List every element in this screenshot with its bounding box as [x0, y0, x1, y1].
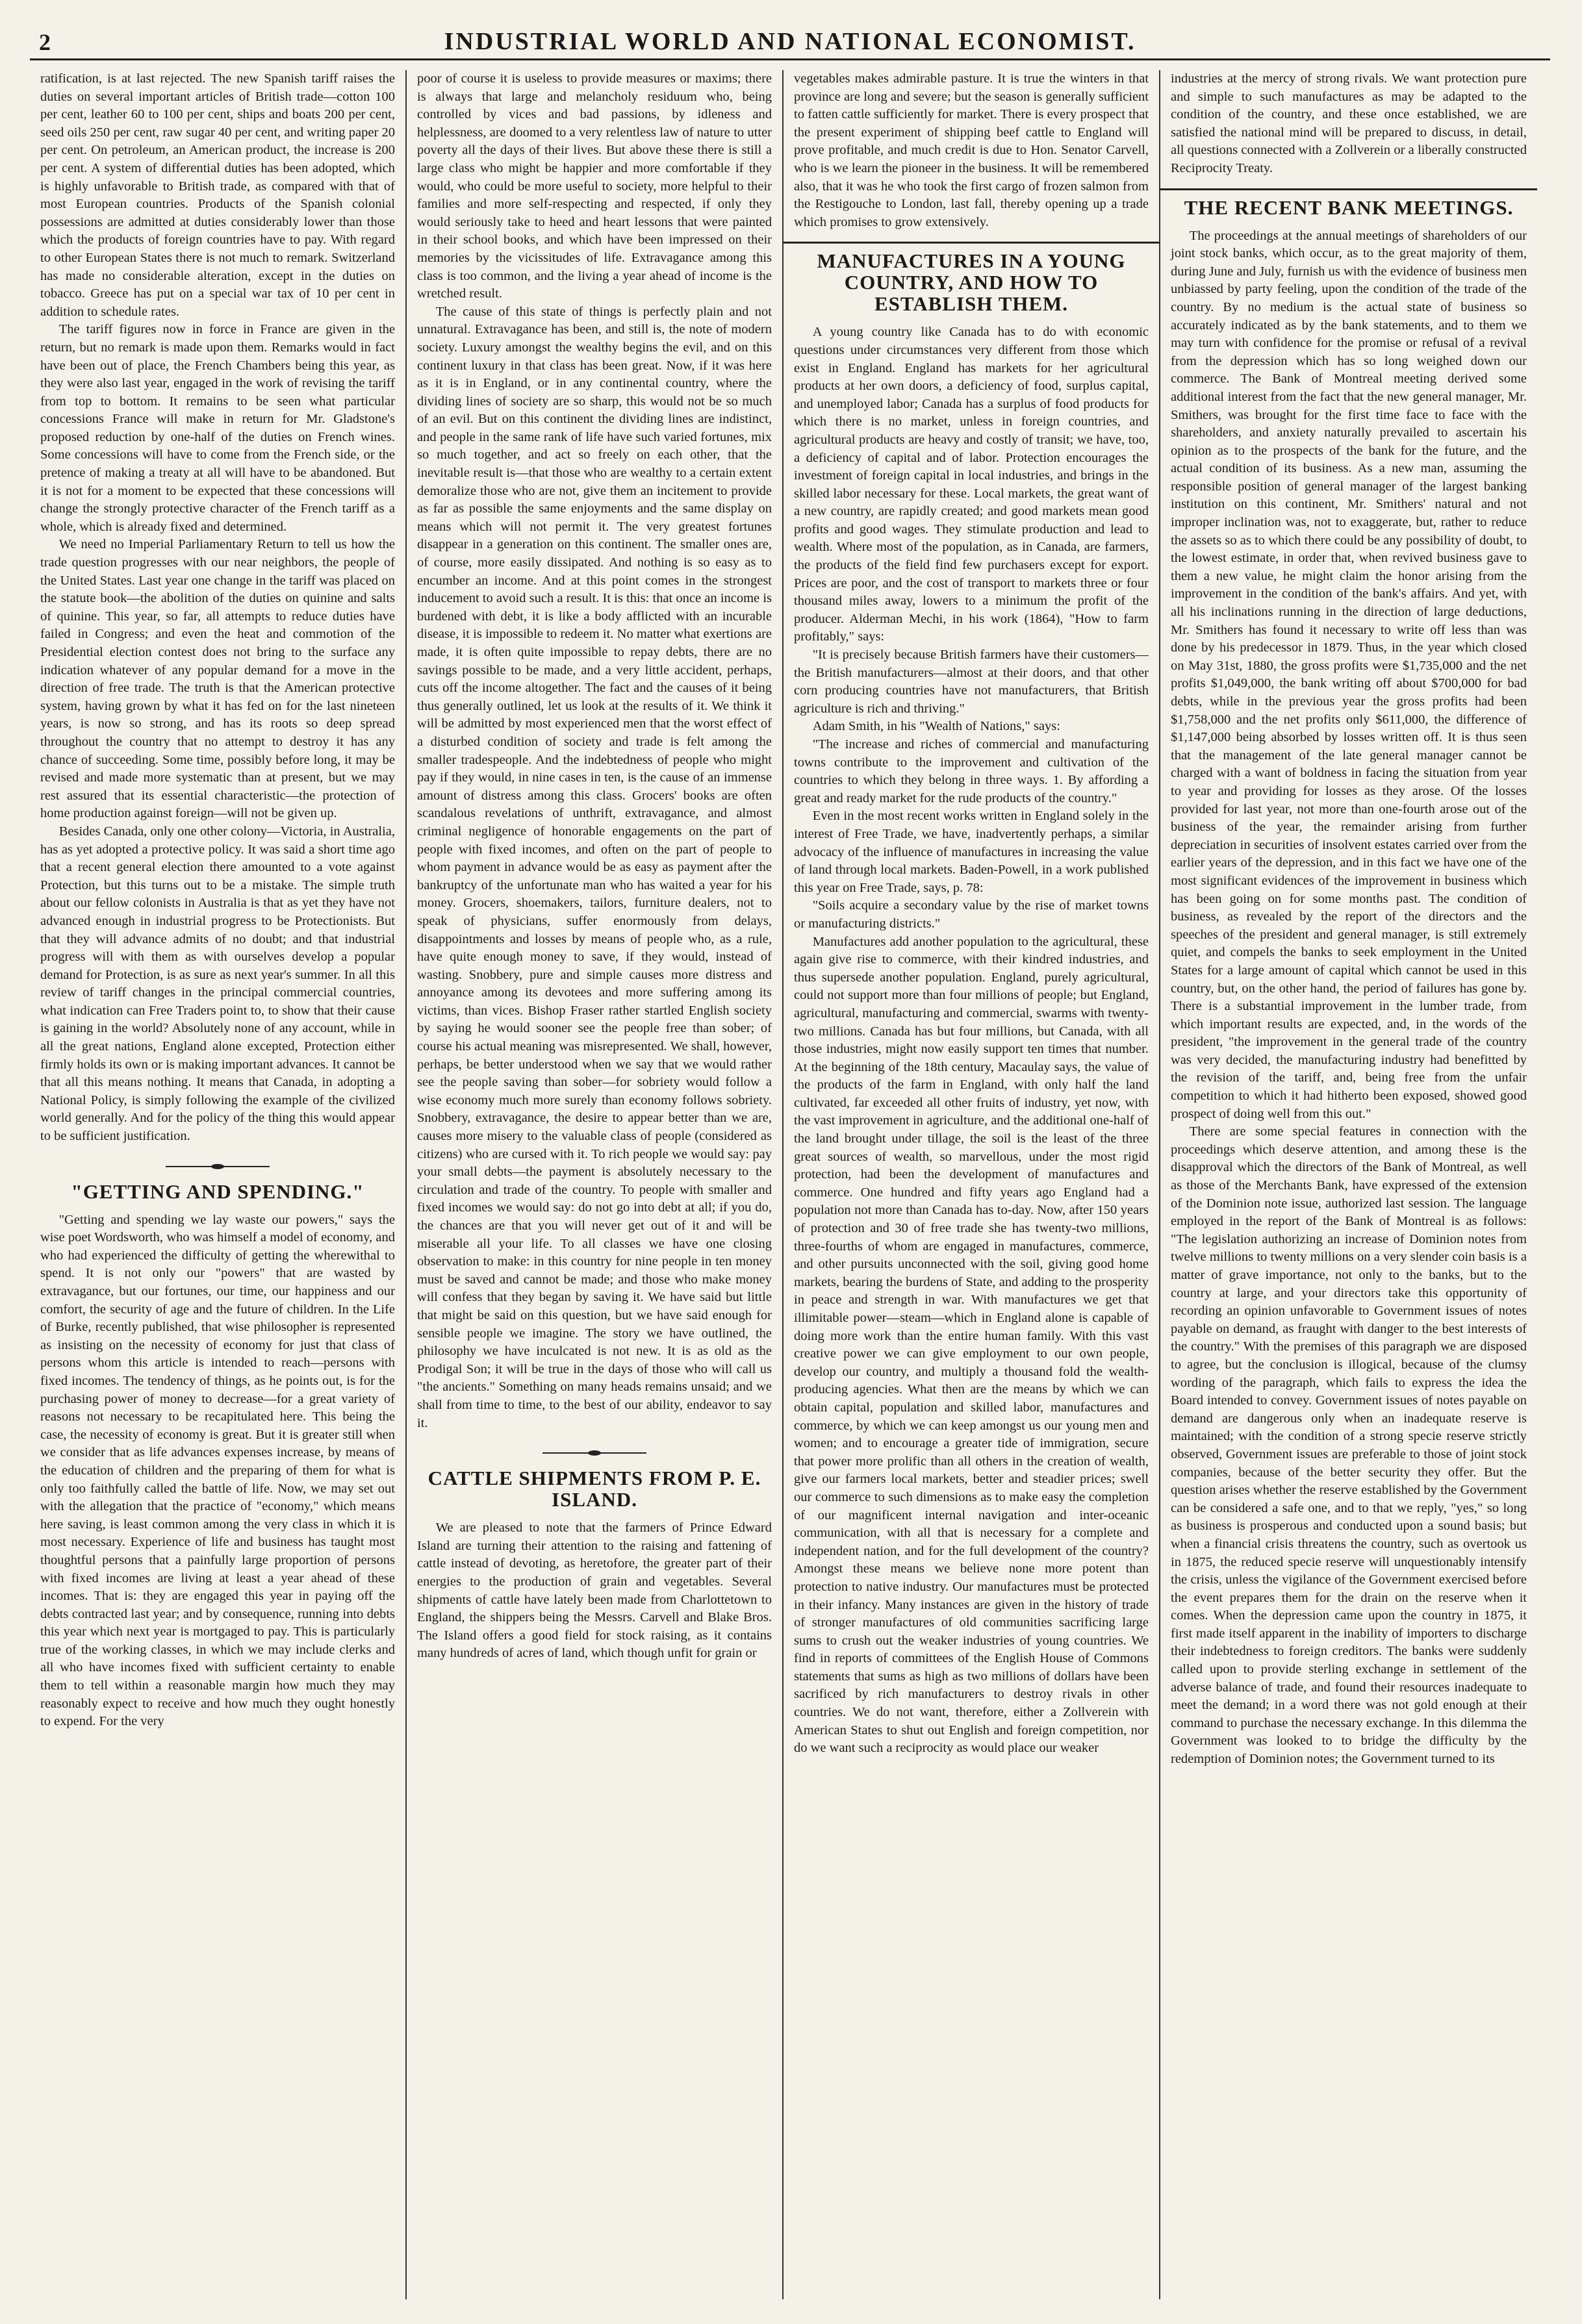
headline-manufactures: MANUFACTURES IN A YOUNG COUNTRY, AND HOW TO ESTABLISH THEM.: [817, 249, 1126, 316]
column-3: [784, 70, 1160, 2299]
article-paragraph: We need no Imperial Parliamentary Return to tell us how the trade question progresses with our near neighbors, the people of the United States. Last year one change in the tariff was placed on the statute book—the abolition of the duties on quinine and salts of quinine. This year, so far, all attempts to reduce duties have failed in Congress; and even the heat and commotion of the Presidential election contest does not bring to the surface any indication whatever of any popular demand for a move in the direction of free trade. The truth is that the American protective system, having grown by what it has fed on for the last nineteen years, is now so strong, and has its roots so deep spread throughout the country that no attempt to destroy it has any chance of succeeding. Some time, possibly before long, it may be revised and made more systematic than at present, but we may rest assured that its essential characteristic—the protection of home production against foreign—will not be given up.: [40, 537, 395, 821]
quotation-paragraph: "It is precisely because British farmers have their customers—the British manufacturers—almost at their doors, and that other corn producing countries have not manufacturers, that British agriculture is rich and thriving.": [794, 648, 1149, 716]
article-paragraph: We are pleased to note that the farmers of Prince Edward Island are turning their attention to the raising and fattening of cattle instead of devoting, as heretofore, the greater part of their energies to the production of grain and vegetables. Several shipments of cattle have lately been made from Charlottetown to England, the shippers being the Messrs. Carvell and Blake Bros. The Island offers a good field for stock raising, as it contains many hundreds of acres of land, which though unfit for grain or: [417, 1521, 772, 1661]
column-1: [30, 70, 407, 2299]
quotation-paragraph: "The increase and riches of commercial and manufacturing towns contribute to the improvement and cultivation of the countries to which they belong in three ways. 1. By affording a great and ready market for the rude products of the country.": [794, 737, 1149, 805]
column-grid: [30, 70, 1550, 2299]
column-4: [1160, 70, 1537, 2299]
article-paragraph: Besides Canada, only one other colony—Victoria, in Australia, has as yet adopted a protective policy. It was said a short time ago that a recent general election there amounted to a vote against Protection, but this turns out to be a mistake. The simple truth about our fellow colonists in Australia is that as yet they have not advanced enough in industrial progress to be Protectionists. But that they will advance admits of no doubt; and that industrial progress will with them as with ourselves develop a popular demand for Protection, is as sure as next year's summer. In all this review of tariff changes in the principal commercial countries, what indication can Free Traders point to, to show that their cause is gaining in the world? Absolutely none of any account, while in all the great nations, England alone excepted, Protection either firmly holds its own or is making important advances. It cannot be that all this means nothing. It means that Canada, in adopting a National Policy, is simply following the example of the civilized world generally. And for the policy of the thing this would appear to be sufficient justification.: [40, 824, 395, 1144]
article-paragraph: "Getting and spending we lay waste our powers," says the wise poet Wordsworth, who was himself a model of economy, and who had experienced the difficulty of getting the wherewithal to spend. It is not only our "powers" that are wasted by extravagance, but our fortunes, our time, our happiness and our comfort, the security of age and the future of children. In the Life of Burke, recently published, that wise philosopher is represented as insisting on the necessity of economy for just that class of persons whom this article is intended to reach—persons with fixed incomes. The tendency of things, as he points out, is for the purchasing power of money to decrease—for a great variety of reasons not necessary to be recapitulated here. This being the case, the necessity of economy is great. But it is greater still when we consider that as life advances expenses increase, by means of the education of children and the preparing of them for what is only too faithfully called the battle of life. Now, we may set out with the allegation that the practice of "economy," which means here saving, is least common among the very class in which it is most necessary. Experience of life and business has taught most thoughtful persons that a painfully large proportion of persons with fixed incomes are living at least a year ahead of these incomes. That is: they are engaged this year in paying off the debts contracted last year; and by consequence, running into debts this year which next year is mortgaged to pay. This is particularly true of the working classes, in which we may include clerks and all who have incomes fixed with sufficient certainty to enable them to tell within a reasonable margin how much they may reasonably expect to receive and how much they ought honestly to expend. For the very: [40, 1212, 395, 1729]
quotation-paragraph: "Soils acquire a secondary value by the rise of market towns or manufacturing districts.": [794, 898, 1149, 931]
section-rule: [1160, 188, 1537, 190]
section-rule: [784, 242, 1159, 244]
headline-getting-and-spending: "GETTING AND SPENDING.": [71, 1180, 364, 1203]
article-paragraph: poor of course it is useless to provide measures or maxims; there is always that large and melancholy residuum who, being controlled by vices and bad passions, by idleness and helplessness, are doomed to a very relentless law of nature to utter poverty all the days of their lives. But above these there is still a large class who might be happier and more comfortable if they would, who could be more useful to society, more helpful to their families and more self-respecting and respected, if only they would seriously take to heed and heart lessons that were painted in their school books, and which have been impressed on their memories by the vicissitudes of life. Extravagance among this class is too common, and the living a year ahead of income is the wretched result.: [417, 71, 772, 301]
article-paragraph: The proceedings at the annual meetings of shareholders of our joint stock banks, which occur, as to the great majority of them, during June and July, furnish us with the evidence of business men unbiassed by party feeling, upon the condition of the trade of the country. By no medium is the actual state of business so accurately indicated as by the bank statements, and to them we may turn with confidence for the promise or refusal of a revival from the depression which has so long weighed down our commerce. The Bank of Montreal meeting derived some additional interest from the fact that the new general manager, Mr. Smithers, was brought for the first time face to face with the shareholders, and anxiety naturally prevailed to ascertain his opinion as to the prospects of the bank for the future, and the actual condition of its business. As a new man, assuming the responsible position of general manager of the largest banking institution on this continent, Mr. Smithers' natural and not improper inclination was, not to exaggerate, but, rather to reduce the assets so as to which there could be any possibility of doubt, to the lowest estimate, in order that, when revived business gave to them a new value, he might claim the honor arising from the improvement in the condition of the bank's affairs. And yet, with all his inclinations running in the direction of large deductions, Mr. Smithers has found it necessary to write off less than was done by his predecessor in 1879. Thus, in the year which closed on May 31st, 1880, the gross profits were $1,735,000 and the net profits $1,049,000, the bank writing off about $700,000 for bad debts, while in the previous year the gross profits had been $1,758,000 and the net profits only $611,000, the difference of $1,147,000 being absorbed by losses written off. It is thus seen that the management of the late general manager cannot be charged with a want of boldness in facing the situation from year to year and providing for losses as they arose. Of the losses provided for last year, not more than one-fourth arose out of the business of the year, the remainder arising from further depreciation in securities of insolvent estates carried over from the earlier years of the depression, and in this fact we have one of the most significant evidences of the improvement in business which has been going on for some months past. The condition of business, as revealed by the report of the directors and the speeches of the president and general manager, is still extremely quiet, and compels the banks to seek employment in the United States for a large amount of capital which cannot be used in this country, but, on the other hand, the period of failures has gone by. There is a substantial improvement in the lumber trade, from which important results are expected, and, in the words of the president, "the improvement in the general trade of the country was very decided, the manufacturing industry had benefitted by the revision of the tariff, and, being free from the unfair competition to which it had hitherto been exposed, showed good prospect of doing well from this out.": [1171, 228, 1527, 1121]
section-divider: [166, 1163, 270, 1170]
article-paragraph: ratification, is at last rejected. The new Spanish tariff raises the duties on several important articles of British trade—cotton 100 per cent, leather 60 to 100 per cent, ships and boats 200 per cent, seed oils 250 per cent, raw sugar 40 per cent, and writing paper 20 per cent. On petroleum, an American product, the increase is 200 per cent. A system of differential duties has been adopted, which is highly unfavorable to British trade, as compared with that of most European countries. Products of the Spanish colonial possessions are admitted at duties considerably lower than those which the products of foreign countries have to pay. With regard to other European States there is not much to remark. Switzerland has made no considerable alteration, except in the duties on tobacco. Greece has put on a special war tax of 10 per cent in addition to schedule rates.: [40, 71, 395, 319]
newspaper-page: [30, 26, 1550, 2299]
article-paragraph: A young country like Canada has to do with economic questions under circumstances very different from those which exist in England. England has markets for her agricultural products at her own doors, a deficiency of food, surplus capital, and unemployed labor; Canada has a surplus of food products for which there is no market, unless in foreign countries, and agricultural products are heavy and costly of transit; we have, too, a deficiency of capital and of labor. Protection encourages the investment of foreign capital in local industries, and brings in the skilled labor necessary for these. Local markets, the great want of a new country, are rapidly created; and good markets mean good profits and good wages. They stimulate production and lead to wealth. Where most of the population, as in Canada, are farmers, the products of the field find few purchasers except for export. Prices are poor, and the cost of transport to markets three or four thousand miles away, lowers to a minimum the profit of the producer. Alderman Mechi, in his work (1864), "How to farm profitably," says:: [794, 325, 1149, 644]
article-paragraph: Manufactures add another population to the agricultural, these again give rise to commerce, with their kindred industries, and thus supersede another population. England, purely agricultural, could not support more than four millions of people; but England, agricultural, manufacturing and commercial, swarms with twenty-two millions. Canada has but four millions, but Canada, with all those industries, might now easily support ten times that number. At the beginning of the 18th century, Macaulay says, the value of the products of the farm in England, with only half the land cultivated, far exceeded all other fruits of industry, yet now, with the vast improvement in agriculture, and the additional one-half of the land brought under tillage, the soil is the least of the three great sources of wealth, so marvellous, under the most rigid protection, had been the development of manufactures and commerce. One hundred and fifty years ago England had a population not more than Canada has to-day. Now, after 150 years of protection and 30 of free trade she has twenty-two millions, three-fourths of whom are engaged in manufactures, commerce, and other pursuits unconnected with the soil, giving good home markets, bearing the burdens of State, and adding to the prosperity in peace and strength in war. With manufactures we get that illimitable power—steam—which in England alone is capable of doing more work than the entire human family. With this vast creative power we can give employment to our own people, develop our country, and multiply a thousand fold the wealth-producing agencies. What then are the means by which we can obtain capital, population and skilled labor, manufactures and commerce, by which we can keep amongst us our young men and women; and to encourage a greater tide of immigration, secure that power more prolific than all others in the creation of wealth, give our farmers local markets, better and steadier prices; swell our commerce to such dimensions as to make easy the completion of our magnificent internal navigation and inter-oceanic communication, with all that is necessary for a complete and independent nation, and for the full development of the country? Amongst these means we believe none more potent than protection to native industry. Our manufactures must be protected in their infancy. Many instances are given in the history of trade of stronger manufactures of old communities sacrificing large sums to crush out the weaker industries of young countries. We find in reports of committees of the English House of Commons statements that sums as high as two millions of dollars have been sacrificed by rich manufacturers to destroy rivals in other countries. We do not want, therefore, either a Zollverein with American States to shut out English and foreign competition, nor do we want such a reciprocity as would place our weaker: [794, 934, 1149, 1756]
column-2: [407, 70, 784, 2299]
article-paragraph: Adam Smith, in his "Wealth of Nations," says:: [812, 719, 1060, 734]
headline-cattle-shipments: CATTLE SHIPMENTS FROM P. E. ISLAND.: [427, 1467, 761, 1511]
article-paragraph: The cause of this state of things is perfectly plain and not unnatural. Extravagance has been, and still is, the note of modern society. Luxury amongst the wealthy begins the evil, and on this continent luxury in that class has been great. Now, if it was here as it is in England, or in any continental country, where the dividing lines of society are so sharp, this would not be so much of an evil. But on this continent the dividing lines are indistinct, and people in the same rank of life have such varied fortunes, mix so much together, and act so freely on each other, that the inevitable result is—that those who are wealthy to a certain extent demoralize those who are not, give them an incitement to provide as far as possible the same enjoyments and the same display on means which will not permit it. The very greatest fortunes disappear in a generation on this continent. The smaller ones are, of course, more easily dissipated. And nothing is so easy as to encumber an income. And at this point comes in the strongest inducement to avoid such a result. It is this: that once an income is burdened with debt, it is like a body afflicted with an incurable disease, it is impossible to redeem it. No matter what exertions are made, it is often quite impossible to repay debts, there are no savings possible to be made, and a very little accident, perhaps, cuts off the income altogether. The fact and the causes of it being thus generally outlined, let us look at the results of it. We think it will be admitted by most experienced men that the worst effect of a disturbed condition of society and trade is felt among the smaller tradespeople. And the indebtedness of people who might pay if they would, in nine cases in ten, is the cause of an immense amount of distress among this class. Grocers' books are often scandalous revelations of unthrift, extravagance, and almost criminal negligence of honorable engagements on the part of people with fixed incomes, and often on the part of people to whom payment in advance would be as easy as payment after the bankruptcy of the unfortunate man who has waited a year for his money. Grocers, shoemakers, tailors, furniture dealers, not to speak of physicians, suffer enormously from delays, disappointments and losses by means of people who, as a rule, have quite enough money to save, if they would, instead of wasting. Snobbery, pure and simple causes more distress and annoyance among its devotees and more suffering among its victims, than vices. Bishop Fraser rather startled English society by saying he would sooner see the people free than sober; of course his actual meaning was misrepresented. We shall, however, perhaps, be better understood when we say that we would rather see the people saving than sober—for sobriety would follow a wise economy much more surely than economy follows sobriety. Snobbery, extravagance, the desire to appear better than we are, causes more misery to the valuable class of people (considered as citizens) who are cursed with it. To rich people we would say: pay your small debts—the payment is absolutely necessary to the circulation and trade of the country. To people with smaller and fixed incomes we would say: do not go into debt at all; if you do, the chances are that you will never get out of it and will be miserable all your life. To all classes we have one closing observation to make: in this country for nine people in ten money must be saved and cannot be made; and those who make money will confess that they began by saving it. We have said but little that might be said on this question, but we have said enough for sensible people we imagine. The story we have outlined, the philosophy we have inculcated is not new. It is as old as the Prodigal Son; it will be true in the days of those who will call us "the ancients." Something on many heads remains unsaid; and we shall from time to time, to the best of our ability, endeavor to say it.: [417, 304, 772, 1430]
article-paragraph: Even in the most recent works written in England solely in the interest of Free Trade, we have, inadvertently perhaps, a similar advocacy of the influence of manufactures in increasing the value of land through local markets. Baden-Powell, in a work published this year on Free Trade, says, p. 78:: [794, 809, 1149, 895]
headline-recent-bank-meetings: THE RECENT BANK MEETINGS.: [1184, 196, 1514, 219]
article-paragraph: industries at the mercy of strong rivals. We want protection pure and simple to such manufactures as may be adapted to the condition of the country, and these once established, we are satisfied the national mind will be prepared to discuss, in detail, all questions connected with a Zollverein or a liberally constructed Reciprocity Treaty.: [1171, 71, 1527, 175]
running-head: [30, 26, 1550, 60]
article-paragraph: The tariff figures now in force in France are given in the return, but no remark is made upon them. Remarks would in fact have been out of place, the French Chambers being this year, as they were also last year, engaged in the work of revising the tariff from top to bottom. It remains to be seen what particular concessions France will make in return for Mr. Gladstone's proposed reduction by one-half of the duties on French wines. Some concessions will have to come from the French side, or the pretence of making a treaty at all will have to be abandoned. But it is not for a moment to be expected that these concessions will change the strongly protective character of the French tariff as a whole, which is already fixed and determined.: [40, 322, 395, 534]
section-divider: [542, 1449, 646, 1457]
page-number: 2: [39, 29, 51, 55]
article-paragraph: vegetables makes admirable pasture. It is true the winters in that province are long and severe; but the season is generally sufficient to fatten cattle sufficiently for market. There is every prospect that the present experiment of shipping beef cattle to England will prove profitable, and much credit is due to Hon. Senator Carvell, who is we learn the pioneer in the business. It will be remembered also, that it was he who took the first cargo of frozen salmon from the Restigouche to London, last fall, thereby opening up a trade which promises to grow extensively.: [794, 71, 1149, 229]
newspaper-title: INDUSTRIAL WORLD AND NATIONAL ECONOMIST.: [444, 28, 1136, 55]
article-paragraph: There are some special features in connection with the proceedings which deserve attention, and among these is the disapproval which the directors of the Bank of Montreal, as well as those of the Merchants Bank, have expressed of the extension of the Dominion note issue, authorized last session. The language employed in the report of the Bank of Montreal is as follows: "The legislation authorizing an increase of Dominion notes from twelve millions to twenty millions on a very slender coin basis is a matter of grave importance, not only to the banks, but to the country at large, and your directors take this opportunity of recording an opinion unfavorable to Government issues of notes payable on demand, as fraught with danger to the best interests of the country." With the premises of this paragraph we are disposed to agree, but the conclusion is illogical, because of the clumsy wording of the paragraph, which fails to express the idea the Board intended to convey. Government issues of notes payable on demand are dangerous only when an inadequate reserve is maintained; with the condition of a strong specie reserve strictly observed, Government issues are preferable to those of joint stock companies, because of the better security they offer. But the question arises whether the reserve established by the Government can be considered a safe one, and to that we reply, "yes," so long as business is prosperous and conducted upon a sound basis; but when a financial crisis threatens the country, such as overtook us in 1875, the reduced specie reserve will unquestionably intensify the crisis, unless the vigilance of the Government exercised before the event prepares them for the drain on the reserve when it comes. When the depression came upon the country in 1875, it first made itself apparent in the inability of importers to discharge their indebtedness to foreign creditors. The banks were suddenly called upon to provide sterling exchange in settlement of the adverse balance of trade, and found their resources inadequate to meet the demand; in a word there was not gold enough at their command to purchase the necessary exchange. In this dilemma the Government was looked to to bridge the difficulty by the redemption of Dominion notes; the Government turned to its: [1171, 1124, 1527, 1767]
